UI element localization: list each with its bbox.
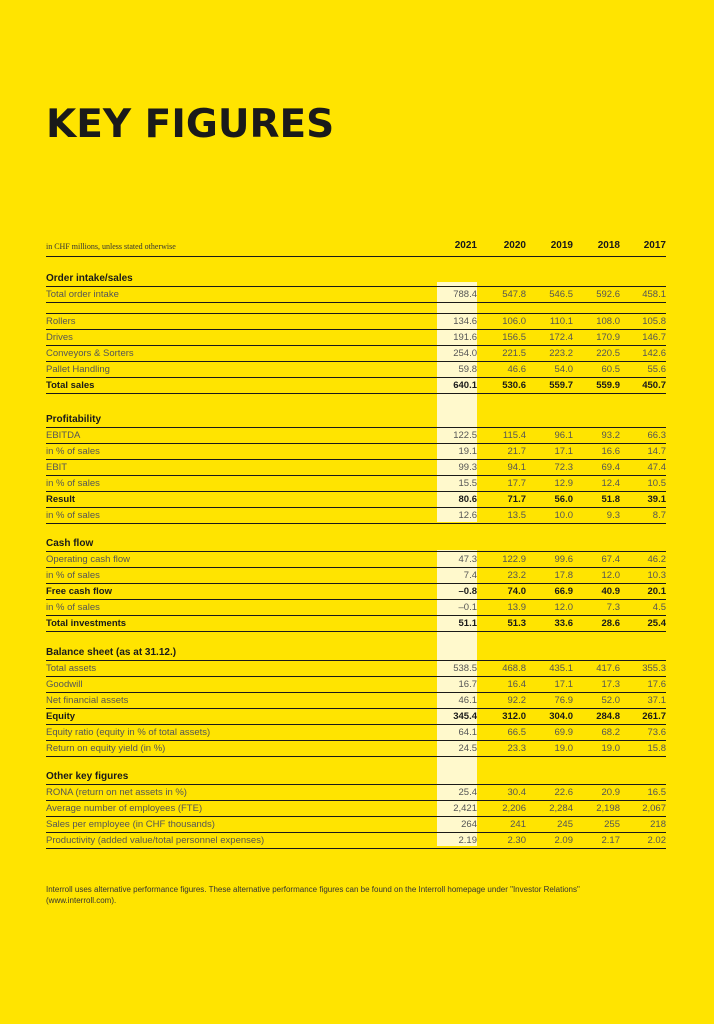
value-cell: 134.6 <box>453 316 477 327</box>
value-cell: 468.8 <box>502 663 526 674</box>
value-cell: 30.4 <box>507 787 526 798</box>
value-cell: 10.5 <box>647 478 666 489</box>
value-cell: 17.8 <box>554 570 573 581</box>
value-cell: 8.7 <box>652 510 666 521</box>
section-title: Cash flow <box>46 538 94 549</box>
value-cell: 156.5 <box>502 332 526 343</box>
value-cell: 16.5 <box>647 787 666 798</box>
table-row <box>46 444 666 460</box>
value-cell: 10.0 <box>554 510 573 521</box>
table-row <box>46 378 666 394</box>
value-cell: 16.4 <box>507 679 526 690</box>
value-cell: 417.6 <box>596 663 620 674</box>
value-cell: 7.4 <box>463 570 477 581</box>
section-title: Balance sheet (as at 31.12.) <box>46 647 177 658</box>
value-cell: 2,206 <box>502 803 526 814</box>
footnote: Interroll uses alternative performance figures. These alternative performance figures can be found on the Interroll homepage under "Investor Relations" (www.interroll.com). <box>46 885 580 905</box>
row-label: in % of sales <box>46 570 100 581</box>
table-row <box>46 709 666 725</box>
value-cell: 2.09 <box>554 835 573 846</box>
value-cell: 20.9 <box>601 787 620 798</box>
value-cell: 2,198 <box>596 803 620 814</box>
value-cell: 12.4 <box>601 478 620 489</box>
value-cell: 25.4 <box>647 618 666 629</box>
value-cell: 12.0 <box>554 602 573 613</box>
value-cell: 191.6 <box>453 332 477 343</box>
value-cell: 13.5 <box>507 510 526 521</box>
value-cell: 254.0 <box>453 348 477 359</box>
value-cell: 71.7 <box>507 494 526 505</box>
value-cell: 450.7 <box>642 380 666 391</box>
value-cell: 105.8 <box>642 316 666 327</box>
row-label: Total sales <box>46 380 95 391</box>
value-cell: 55.6 <box>647 364 666 375</box>
row-label: Free cash flow <box>46 586 112 597</box>
value-cell: 546.5 <box>549 289 573 300</box>
value-cell: 99.3 <box>458 462 477 473</box>
value-cell: 59.8 <box>458 364 477 375</box>
table-row <box>46 568 666 584</box>
value-cell: 255 <box>604 819 620 830</box>
value-cell: 39.1 <box>647 494 666 505</box>
value-cell: 22.6 <box>554 787 573 798</box>
table-row <box>46 817 666 833</box>
value-cell: 66.5 <box>507 727 526 738</box>
value-cell: 284.8 <box>596 711 620 722</box>
row-label: EBIT <box>46 462 68 473</box>
rows <box>46 784 666 849</box>
value-cell: 33.6 <box>554 618 573 629</box>
value-cell: 25.4 <box>458 787 477 798</box>
table-row <box>46 330 666 346</box>
value-cell: 51.8 <box>601 494 620 505</box>
value-cell: 12.9 <box>554 478 573 489</box>
value-cell: 47.4 <box>647 462 666 473</box>
table-row <box>46 741 666 757</box>
value-cell: 74.0 <box>507 586 526 597</box>
row-label: Return on equity yield (in %) <box>46 743 166 754</box>
value-cell: 2.19 <box>458 835 477 846</box>
value-cell: 547.8 <box>502 289 526 300</box>
table-row <box>46 492 666 508</box>
value-cell: 312.0 <box>502 711 526 722</box>
value-cell: 20.1 <box>647 586 666 597</box>
value-cell: 559.9 <box>596 380 620 391</box>
value-cell: 40.9 <box>601 586 620 597</box>
section-title: Order intake/sales <box>46 273 133 284</box>
value-cell: 17.7 <box>507 478 526 489</box>
value-cell: 142.6 <box>642 348 666 359</box>
value-cell: 15.5 <box>458 478 477 489</box>
rows <box>46 660 666 757</box>
section-order-intake <box>46 272 666 394</box>
table-row <box>46 362 666 378</box>
section-balance-sheet <box>46 646 666 757</box>
table-row <box>46 551 666 568</box>
row-label: in % of sales <box>46 510 100 521</box>
value-cell: 788.4 <box>453 289 477 300</box>
row-label: Sales per employee (in CHF thousands) <box>46 819 215 830</box>
rows <box>46 427 666 524</box>
value-cell: 106.0 <box>502 316 526 327</box>
row-label: Total investments <box>46 618 127 629</box>
value-cell: 16.7 <box>458 679 477 690</box>
row-label: Total order intake <box>46 289 119 300</box>
value-cell: 46.1 <box>458 695 477 706</box>
table-row <box>46 616 666 632</box>
value-cell: 146.7 <box>642 332 666 343</box>
section-other-key-figures <box>46 770 666 849</box>
value-cell: 47.3 <box>458 554 477 565</box>
value-cell: 72.3 <box>554 462 573 473</box>
value-cell: 345.4 <box>453 711 477 722</box>
value-cell: 530.6 <box>502 380 526 391</box>
value-cell: 245 <box>557 819 573 830</box>
section-profitability <box>46 413 666 524</box>
value-cell: 108.0 <box>596 316 620 327</box>
year-header: 2021 <box>454 240 477 251</box>
table-row <box>46 784 666 801</box>
table-row <box>46 346 666 362</box>
value-cell: 64.1 <box>458 727 477 738</box>
value-cell: 17.3 <box>601 679 620 690</box>
table-row <box>46 725 666 741</box>
row-label: Equity ratio (equity in % of total assets) <box>46 727 211 738</box>
value-cell: 110.1 <box>549 316 573 327</box>
value-cell: 122.9 <box>502 554 526 565</box>
row-label: Net financial assets <box>46 695 129 706</box>
value-cell: 172.4 <box>549 332 573 343</box>
value-cell: 17.1 <box>554 679 573 690</box>
row-label: RONA (return on net assets in %) <box>46 787 187 798</box>
row-label: Result <box>46 494 76 505</box>
value-cell: 37.1 <box>647 695 666 706</box>
table-row <box>46 476 666 492</box>
value-cell: 23.3 <box>507 743 526 754</box>
value-cell: 17.6 <box>647 679 666 690</box>
value-cell: 51.3 <box>507 618 526 629</box>
table-row <box>46 833 666 849</box>
value-cell: 10.3 <box>647 570 666 581</box>
row-label: EBITDA <box>46 430 81 441</box>
value-cell: 264 <box>461 819 477 830</box>
value-cell: 67.4 <box>601 554 620 565</box>
table-row <box>46 460 666 476</box>
value-cell: 12.6 <box>458 510 477 521</box>
value-cell: 2,067 <box>642 803 666 814</box>
value-cell: 52.0 <box>601 695 620 706</box>
value-cell: –0.8 <box>458 586 477 597</box>
table-row <box>46 508 666 524</box>
value-cell: 96.1 <box>554 430 573 441</box>
rows <box>46 551 666 632</box>
table-row <box>46 677 666 693</box>
value-cell: 56.0 <box>554 494 573 505</box>
value-cell: 221.5 <box>502 348 526 359</box>
row-label: Equity <box>46 711 76 722</box>
table-row <box>46 660 666 677</box>
value-cell: 19.0 <box>601 743 620 754</box>
row-label: in % of sales <box>46 446 100 457</box>
value-cell: 66.9 <box>554 586 573 597</box>
table-row <box>46 584 666 600</box>
value-cell: 2,284 <box>549 803 573 814</box>
value-cell: 80.6 <box>458 494 477 505</box>
value-cell: 46.6 <box>507 364 526 375</box>
value-cell: 355.3 <box>642 663 666 674</box>
section-title: Other key figures <box>46 771 129 782</box>
value-cell: 115.4 <box>502 430 526 441</box>
value-cell: 304.0 <box>549 711 573 722</box>
value-cell: 12.0 <box>601 570 620 581</box>
value-cell: 92.2 <box>507 695 526 706</box>
value-cell: 15.8 <box>647 743 666 754</box>
year-header: 2018 <box>597 240 620 251</box>
value-cell: 261.7 <box>642 711 666 722</box>
value-cell: 592.6 <box>596 289 620 300</box>
value-cell: 28.6 <box>601 618 620 629</box>
value-cell: 19.1 <box>458 446 477 457</box>
value-cell: 23.2 <box>507 570 526 581</box>
value-cell: 559.7 <box>549 380 573 391</box>
value-cell: 19.0 <box>554 743 573 754</box>
value-cell: 458.1 <box>642 289 666 300</box>
rows <box>46 313 666 394</box>
value-cell: 73.6 <box>647 727 666 738</box>
value-cell: 241 <box>510 819 526 830</box>
table-row <box>46 600 666 616</box>
table-row <box>46 286 666 303</box>
value-cell: 46.2 <box>647 554 666 565</box>
value-cell: 13.9 <box>507 602 526 613</box>
value-cell: 2,421 <box>453 803 477 814</box>
value-cell: 69.4 <box>601 462 620 473</box>
value-cell: 2.30 <box>507 835 526 846</box>
value-cell: 220.5 <box>596 348 620 359</box>
row-label: Rollers <box>46 316 76 327</box>
value-cell: 435.1 <box>549 663 573 674</box>
row-label: Total assets <box>46 663 97 674</box>
value-cell: 2.02 <box>647 835 666 846</box>
row-label: Goodwill <box>46 679 83 690</box>
value-cell: 218 <box>650 819 666 830</box>
row-label: Conveyors & Sorters <box>46 348 134 359</box>
value-cell: 17.1 <box>554 446 573 457</box>
value-cell: 2.17 <box>601 835 620 846</box>
value-cell: 24.5 <box>458 743 477 754</box>
value-cell: 99.6 <box>554 554 573 565</box>
rows <box>46 286 666 303</box>
value-cell: 170.9 <box>596 332 620 343</box>
table-row <box>46 427 666 444</box>
value-cell: 93.2 <box>601 430 620 441</box>
row-label: Productivity (added value/total personnel expenses) <box>46 835 265 846</box>
row-label: Drives <box>46 332 73 343</box>
value-cell: 76.9 <box>554 695 573 706</box>
year-header: 2019 <box>550 240 573 251</box>
section-cash-flow <box>46 537 666 632</box>
table-row <box>46 693 666 709</box>
value-cell: 21.7 <box>507 446 526 457</box>
value-cell: 538.5 <box>453 663 477 674</box>
value-cell: 9.3 <box>606 510 620 521</box>
row-label: Operating cash flow <box>46 554 130 565</box>
section-title: Profitability <box>46 414 102 425</box>
year-header: 2017 <box>643 240 666 251</box>
unit-note: in CHF millions, unless stated otherwise <box>46 242 176 251</box>
value-cell: 54.0 <box>554 364 573 375</box>
value-cell: 640.1 <box>453 380 477 391</box>
value-cell: 94.1 <box>507 462 526 473</box>
value-cell: 69.9 <box>554 727 573 738</box>
row-label: Average number of employees (FTE) <box>46 803 203 814</box>
value-cell: 68.2 <box>601 727 620 738</box>
value-cell: 7.3 <box>606 602 620 613</box>
row-label: in % of sales <box>46 478 100 489</box>
value-cell: 60.5 <box>601 364 620 375</box>
value-cell: 4.5 <box>652 602 666 613</box>
year-header: 2020 <box>503 240 526 251</box>
row-label: in % of sales <box>46 602 100 613</box>
table-row <box>46 801 666 817</box>
row-label: Pallet Handling <box>46 364 110 375</box>
table-header <box>46 236 666 257</box>
value-cell: 66.3 <box>647 430 666 441</box>
table-row <box>46 313 666 330</box>
value-cell: 122.5 <box>453 430 477 441</box>
value-cell: 51.1 <box>458 618 477 629</box>
page-title: KEY FIGURES <box>46 102 335 147</box>
value-cell: 14.7 <box>647 446 666 457</box>
value-cell: 16.6 <box>601 446 620 457</box>
value-cell: 223.2 <box>549 348 573 359</box>
value-cell: –0.1 <box>458 602 477 613</box>
